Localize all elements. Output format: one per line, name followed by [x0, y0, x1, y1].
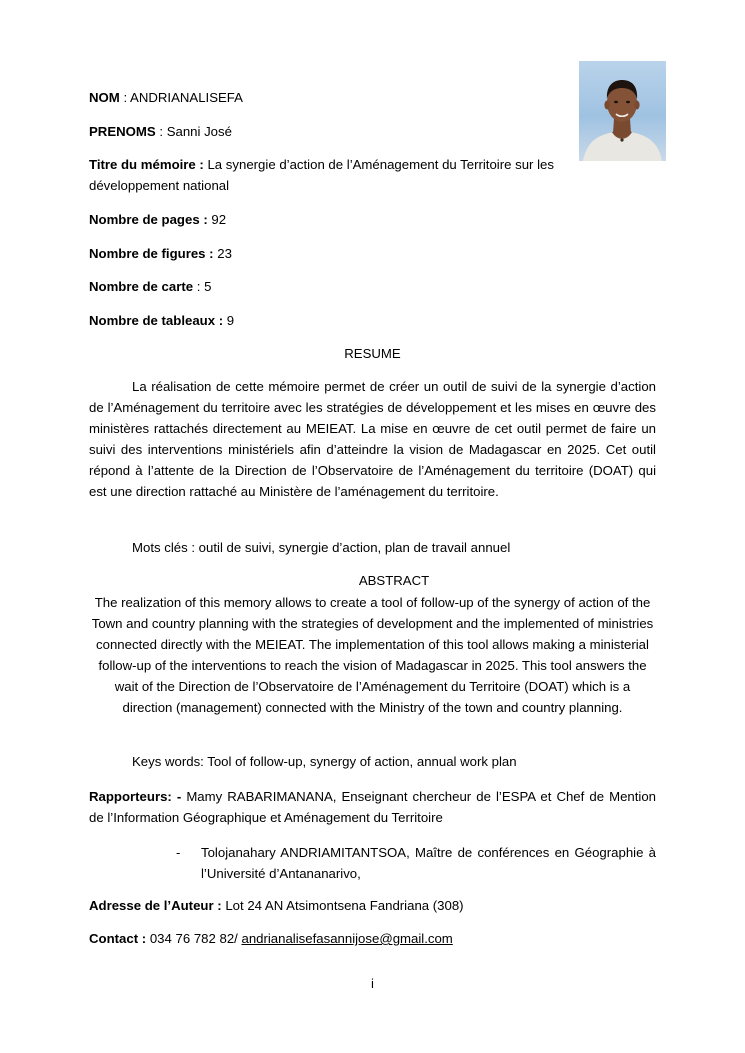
cartes-value: : 5 — [193, 279, 212, 294]
pages-label: Nombre de pages : — [89, 212, 208, 227]
portrait-illustration — [579, 61, 666, 161]
nom-line — [89, 87, 243, 108]
page-number: i — [371, 976, 374, 991]
pages-value: 92 — [207, 212, 227, 227]
nom-value: ANDRIANALISEFA — [130, 90, 243, 105]
titre-value: La synergie d’action de l’Aménagement du Territoire sur les développement national — [89, 157, 554, 193]
titre-memoire — [89, 154, 574, 196]
contact-email-link[interactable]: andrianalisefasannijose@gmail.com — [241, 931, 453, 946]
resume-keywords: Mots clés : outil de suivi, synergie d’action, plan de travail annuel — [132, 540, 511, 555]
titre-label: Titre du mémoire : — [89, 157, 204, 172]
abstract-heading: ABSTRACT — [358, 573, 430, 588]
rapporteur-first: Mamy RABARIMANANA, Enseignant chercheur de l’ESPA et Chef de Mention de l’Information Géographique et Aménagement du Territoire — [89, 789, 656, 825]
nom-separator: : — [119, 90, 131, 105]
abstract-body: The realization of this memory allows to create a tool of follow-up of the synergy of action of the Town and country planning with the strategies of development and the implemented of ministries connected directly with the MEIEAT. The implementation of this tool allows making a ministerial follow-up of the interventions to reach the vision of Madagascar in 2025. This tool answers the wait of the Direction de l’Observatoire de l’Aménagement du Territoire (DOAT) which is a direction (management) connected with the Ministry of the town and country planning. — [91, 595, 654, 715]
figures-line — [89, 243, 232, 264]
figures-label: Nombre de figures : — [89, 246, 214, 261]
figures-value: 23 — [213, 246, 232, 261]
rapporteurs-label: Rapporteurs: - — [89, 789, 187, 804]
adresse-value: Lot 24 AN Atsimontsena Fandriana (308) — [221, 898, 464, 913]
resume-heading: RESUME — [344, 346, 401, 361]
contact-label: Contact : — [89, 931, 147, 946]
tableaux-value: 9 — [223, 313, 235, 328]
resume-body: La réalisation de cette mémoire permet de créer un outil de suivi de la synergie d’action de l’Aménagement du territoire avec les stratégies de développement et les mises en œuvre des ministères rattachés directement au MEIEAT. La mise en œuvre de cet outil permet de faire un suivi des interventions ministériels afin d’atteindre la vision de Madagascar en 2025. Cet outil répond à l’attente de la Direction de l’Observatoire de l’Aménagement du territoire (DOAT) qui est une direction rattaché au Ministère de l’aménagement du territoire. — [89, 379, 656, 499]
contact-phone: 034 76 782 82/ — [146, 931, 242, 946]
prenoms-separator: : — [155, 124, 167, 139]
rapporteur-second-dash: - — [176, 845, 181, 860]
prenoms-label: PRENOMS — [89, 124, 156, 139]
tableaux-line — [89, 310, 234, 331]
adresse-line — [89, 895, 464, 916]
author-photo — [579, 61, 666, 161]
adresse-label: Adresse de l’Auteur : — [89, 898, 222, 913]
rapporteurs-block — [89, 786, 656, 828]
abstract-keywords: Keys words: Tool of follow-up, synergy of action, annual work plan — [132, 754, 517, 769]
contact-line — [89, 928, 453, 949]
rapporteur-second: Tolojanahary ANDRIAMITANTSOA, Maître de conférences en Géographie à l’Université d’Antananarivo, — [201, 845, 656, 881]
prenoms-line — [89, 121, 232, 142]
nom-label: NOM — [89, 90, 120, 105]
pages-line — [89, 209, 226, 230]
tableaux-label: Nombre de tableaux : — [89, 313, 224, 328]
cartes-label: Nombre de carte — [89, 279, 194, 294]
prenoms-value: Sanni José — [166, 124, 232, 139]
cartes-line — [89, 276, 211, 297]
